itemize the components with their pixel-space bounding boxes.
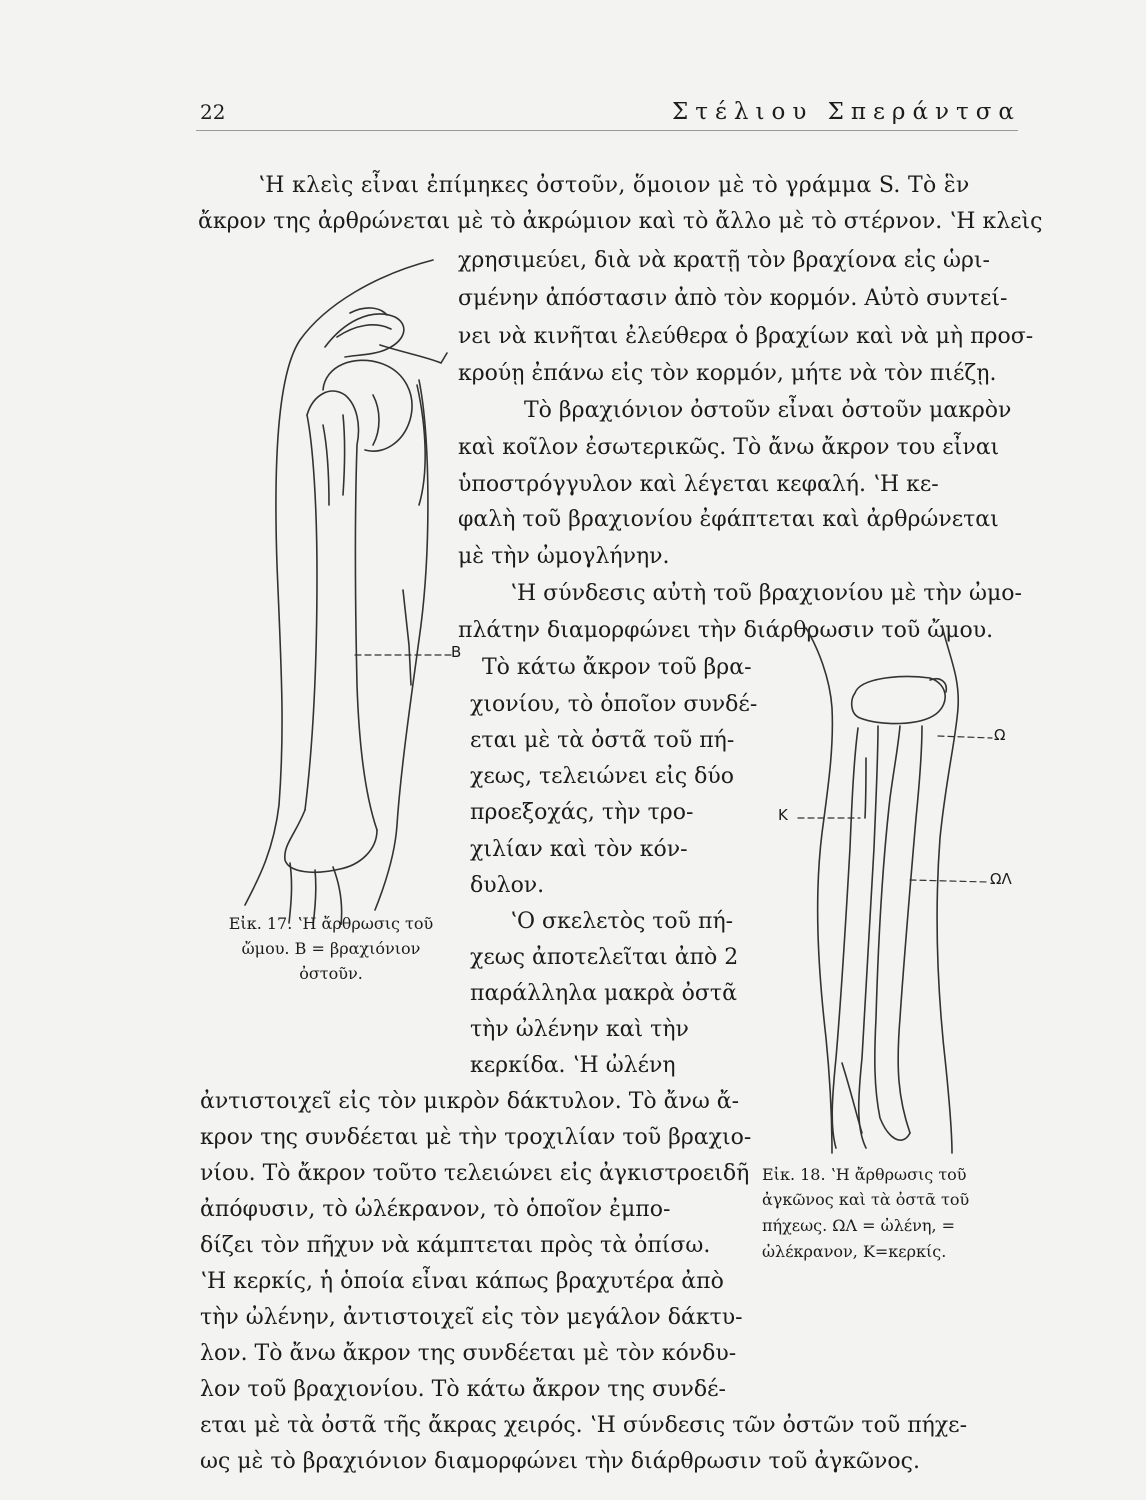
- text-line: τὴν ὠλένην καὶ τὴν: [470, 1017, 689, 1042]
- text-line: ως μὲ τὸ βραχιόνιον διαμορφώνει τὴν διάρθρωσιν τοῦ ἀγκῶνος.: [200, 1449, 920, 1474]
- text-line: ʽΗ κερκίς, ἡ ὁποία εἶναι κάπως βραχυτέρα ἀπὸ: [200, 1269, 724, 1294]
- figure-17-caption-line: Εἰκ. 17. ʽΗ ἄρθρωσις τοῦ: [228, 914, 434, 933]
- text-line: τὴν ὠλένην, ἀντιστοιχεῖ εἰς τὸν μεγάλον δάκτυ-: [200, 1305, 743, 1330]
- text-line: ʽΟ σκελετὸς τοῦ πή-: [510, 909, 734, 934]
- figure-18-label-ulna: ΩΛ: [990, 870, 1012, 888]
- text-line: ἄκρον της ἀρθρώνεται μὲ τὸ ἀκρώμιον καὶ τὸ ἄλλο μὲ τὸ στέρνον. ʽΗ κλεὶς: [198, 209, 1043, 234]
- figure-18-elbow-drawing: [770, 618, 1030, 1158]
- text-line: κρον της συνδέεται μὲ τὴν τροχιλίαν τοῦ βραχιο-: [200, 1125, 752, 1150]
- text-line: νει νὰ κινῆται ἐλεύθερα ὁ βραχίων καὶ νὰ μὴ προσ-: [458, 324, 1034, 349]
- page-number: 22: [200, 100, 226, 124]
- text-line: χεως ἀποτελεῖται ἀπὸ 2: [470, 945, 739, 970]
- text-line: χεως, τελειώνει εἰς δύο: [470, 764, 735, 789]
- text-line: καὶ κοῖλον ἐσωτερικῶς. Τὸ ἄνω ἄκρον του εἶναι: [458, 435, 1000, 460]
- text-line: δίζει τὸν πῆχυν νὰ κάμπτεται πρὸς τὰ ὀπίσω.: [200, 1233, 711, 1258]
- text-line: φαλὴ τοῦ βραχιονίου ἐφάπτεται καὶ ἀρθρώνεται: [458, 507, 999, 532]
- text-line: ʽΗ κλεὶς εἶναι ἐπίμηκες ὀστοῦν, ὅμοιον μὲ τὸ γράμμα S. Τὸ ἓν: [258, 173, 970, 198]
- figure-18-label-olecranon: Ω: [994, 726, 1006, 744]
- figure-18-caption-line: ἀγκῶνος καὶ τὰ ὀστᾶ τοῦ: [762, 1190, 970, 1209]
- figure-17-label-b: B: [451, 643, 462, 661]
- text-line: μὲ τὴν ὠμογλήνην.: [458, 544, 670, 569]
- figure-18-caption-line: ὠλέκρανον, Κ=κερκίς.: [762, 1242, 947, 1261]
- text-line: ἀντιστοιχεῖ εἰς τὸν μικρὸν δάκτυλον. Τὸ ἄνω ἄ-: [200, 1089, 740, 1114]
- text-line: δυλον.: [470, 873, 545, 898]
- text-line: πλάτην διαμορφώνει τὴν διάρθρωσιν τοῦ ὤμου.: [458, 618, 994, 643]
- text-line: Τὸ κάτω ἄκρον τοῦ βρα-: [482, 655, 752, 680]
- text-line: σμένην ἀπόστασιν ἀπὸ τὸν κορμόν. Αὐτὸ συντεί-: [458, 286, 1008, 311]
- text-line: εται μὲ τὰ ὀστᾶ τῆς ἄκρας χειρός. ʽΗ σύνδεσις τῶν ὀστῶν τοῦ πήχε-: [200, 1413, 968, 1438]
- text-line: ἀπόφυσιν, τὸ ὠλέκρανον, τὸ ὁποῖον ἐμπο-: [200, 1197, 671, 1222]
- text-line: εται μὲ τὰ ὀστᾶ τοῦ πή-: [470, 728, 735, 753]
- text-line: νίου. Τὸ ἄκρον τοῦτο τελειώνει εἰς ἀγκιστροειδῆ: [200, 1161, 750, 1186]
- figure-17-caption-line: ὤμου. Β = βραχιόνιον: [241, 939, 421, 958]
- header-rule: [196, 130, 1018, 131]
- text-line: χιονίου, τὸ ὁποῖον συνδέ-: [470, 692, 758, 717]
- figure-18-caption-line: Εἰκ. 18. ʽΗ ἄρθρωσις τοῦ: [762, 1165, 967, 1184]
- text-line: ʽΗ σύνδεσις αὐτὴ τοῦ βραχιονίου μὲ τὴν ὠμο-: [510, 581, 1022, 606]
- figure-17-shoulder-drawing: [205, 245, 465, 925]
- figure-18-label-radius: Κ: [778, 806, 788, 824]
- text-line: προεξοχάς, τὴν τρο-: [470, 800, 694, 825]
- figure-18-caption-line: πήχεως. ΩΛ = ὠλένη, =: [762, 1216, 956, 1235]
- text-line: λον. Τὸ ἄνω ἄκρον της συνδέεται μὲ τὸν κόνδυ-: [200, 1341, 737, 1366]
- text-line: κρούῃ ἐπάνω εἰς τὸν κορμόν, μήτε νὰ τὸν πιέζῃ.: [458, 361, 997, 386]
- text-line: Τὸ βραχιόνιον ὀστοῦν εἶναι ὀστοῦν μακρὸν: [524, 398, 1012, 423]
- figure-17-caption-line: ὀστοῦν.: [299, 964, 363, 983]
- text-line: κερκίδα. ʽΗ ὠλένη: [470, 1053, 676, 1078]
- text-line: χρησιμεύει, διὰ νὰ κρατῇ τὸν βραχίονα εἰς ὡρι-: [458, 248, 990, 273]
- text-line: ὑποστρόγγυλον καὶ λέγεται κεφαλή. ʽΗ κε-: [458, 472, 939, 497]
- text-line: λον τοῦ βραχιονίου. Τὸ κάτω ἄκρον της συνδέ-: [200, 1377, 726, 1402]
- running-header-author: Στέλιου Σπεράντσα: [672, 99, 1021, 125]
- text-line: παράλληλα μακρὰ ὀστᾶ: [470, 981, 737, 1006]
- text-line: χιλίαν καὶ τὸν κόν-: [470, 837, 688, 862]
